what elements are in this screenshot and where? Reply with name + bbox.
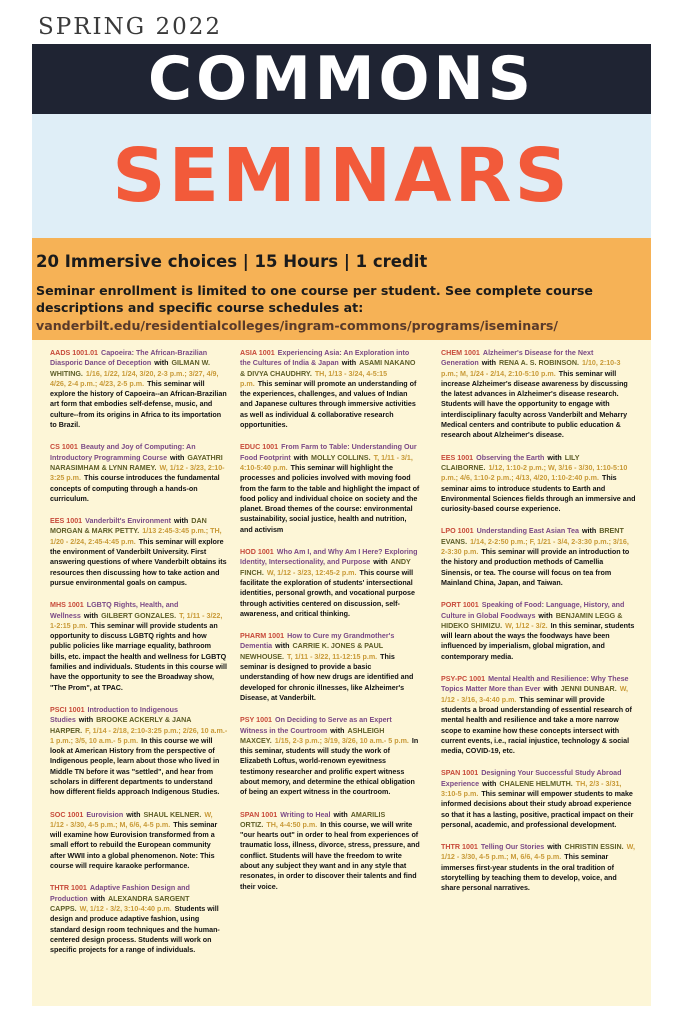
info-band xyxy=(32,238,651,340)
course-entry xyxy=(240,715,420,797)
course-with: with xyxy=(78,716,94,725)
course-instructor: ASHLEIGH MAXCEY. xyxy=(240,726,385,745)
course-code: AADS 1001.01 xyxy=(50,349,99,357)
course-entry xyxy=(50,600,228,693)
course-description: This seminar will provide students an opportunity to discuss LGBTQ rights and how public policies like marriage equality, bathroom bills, etc. impact the health and wellness for LGBTQ families and individuals. Students in this course will have the opportunity to see the Broadway show, "The Prom", at TPAC. xyxy=(50,621,227,692)
course-instructor: GILMAN W. WHITING. xyxy=(50,359,210,378)
course-with: with xyxy=(538,611,553,620)
course-instructor: CHRISTIN ESSIN. xyxy=(564,843,624,852)
course-with: with xyxy=(543,685,558,694)
course-entry xyxy=(240,547,420,619)
course-title: Alzheimer's Disease for the Next Generation xyxy=(441,349,594,368)
course-title: Writing to Heal xyxy=(280,810,331,819)
course-instructor: LILY CLAIBORNE. xyxy=(441,453,580,472)
course-description: This seminar will provide students a broad understanding of essential research of mental health and resilience and take a more narrow scope to examine how these concepts intersect with current events, i.e., racial injustice, technology & social media, COVID-19, etc. xyxy=(441,695,632,756)
course-instructor: SHAUL KELNER. xyxy=(143,810,202,819)
course-schedule: TH, 1/13 - 3/24, 4-5:15 p.m. xyxy=(240,369,388,388)
course-instructor: ANDY FINCH. xyxy=(240,558,411,577)
course-column-2 xyxy=(240,348,420,904)
course-code: LPO 1001 xyxy=(441,527,474,536)
course-schedule: T, 1/11 - 3/22, 11-12:15 p.m. xyxy=(287,652,378,661)
course-entry xyxy=(240,631,420,703)
tagline: 20 Immersive choices | 15 Hours | 1 credit xyxy=(36,252,428,271)
course-with: with xyxy=(341,359,357,368)
course-schedule: 1/10, 2:10-3 p.m.; M, 1/24 - 2/14, 2:10-5:10 p.m. xyxy=(441,359,621,378)
course-code: PHARM 1001 xyxy=(240,632,285,641)
course-instructor: GAYATHRI NARASIMHAM & LYNN RAMEY. xyxy=(50,453,223,472)
course-description: In this seminar, students will study the work of Elizabeth Loftus, world-renown eyewitness testimony researcher and prolific expert witness about memory, and determine the ethical obligation of being an expert witness in the courtroom. xyxy=(240,736,419,797)
course-code: SOC 1001 xyxy=(50,810,84,819)
course-entry xyxy=(50,516,228,588)
course-code: THTR 1001 xyxy=(441,843,478,852)
course-code: HOD 1001 xyxy=(240,548,274,557)
course-with: with xyxy=(481,359,496,368)
course-description: This seminar will explore the history of Capoeira--an African-Brazilian art form that embodies self-defense, music, and culture--from its origins in Africa to its importation to Brazil. xyxy=(50,379,227,430)
course-description: In this seminar, students will learn about the ways the foodways have been influenced by imperialism, global migration, and contemporary media. xyxy=(441,621,635,661)
course-title: LGBTQ Rights, Health, and Wellness xyxy=(50,601,179,620)
course-title: Mental Health and Resilience: Why These Topics Matter More than Ever xyxy=(441,675,629,694)
course-schedule: TH, 4-4:50 p.m. xyxy=(266,820,318,829)
course-schedule: TH, 2/3 - 3/31, 3:10-5 p.m. xyxy=(441,779,622,798)
course-schedule: W, 1/12 - 3/23, 2:10-3:25 p.m. xyxy=(50,463,225,483)
course-with: with xyxy=(330,726,345,735)
course-code: CHEM 1001 xyxy=(441,349,480,357)
course-code: SPAN 1001 xyxy=(441,769,479,778)
course-with: with xyxy=(547,843,562,852)
course-code: PSY-PC 1001 xyxy=(441,675,486,684)
course-code: EES 1001 xyxy=(441,453,474,462)
course-code: MHS 1001 xyxy=(50,601,84,610)
course-code: PSCI 1001 xyxy=(50,705,85,714)
course-schedule: 1/13 2:45-3:45 p.m.; TH, 1/20 - 2/24, 2:45-4:45 p.m. xyxy=(50,527,222,546)
course-description: In this course we will look at American History from the perspective of Indigenous people, learn about those who lived in Middle TN before it was "settled", and hear from scholars in different departments to understand how different fields approach Indigenous Studies. xyxy=(50,736,220,797)
course-title: Telling Our Stories xyxy=(480,843,545,852)
course-schedule: T, 1/11 - 3/1, 4:10-5:40 p.m. xyxy=(240,453,413,472)
course-with: with xyxy=(170,453,185,462)
course-entry xyxy=(441,600,636,662)
course-code: CS 1001 xyxy=(50,443,78,452)
enrollment-note: Seminar enrollment is limited to one course per student. See complete course descriptions and specific course schedules at: xyxy=(36,283,593,315)
course-schedule: F, 1/14 - 2/18, 2:10-3:25 p.m.; 2/26, 10 a.m.- 1 p.m.; 3/5, 10 a.m.- 5 p.m. xyxy=(50,726,228,745)
course-column-3 xyxy=(441,348,636,906)
course-with: with xyxy=(275,642,290,651)
seminars-band xyxy=(32,114,651,238)
course-schedule: W, 1/12 - 3/30, 4-5 p.m.; M, 6/6, 4-5 p.m. xyxy=(441,843,636,862)
course-code: THTR 1001 xyxy=(50,884,87,893)
course-entry xyxy=(240,810,420,892)
course-with: with xyxy=(293,453,309,462)
commons-title: COMMONS xyxy=(148,44,535,114)
course-description: This seminar will empower students to make informed decisions about their study abroad experience so that it has a lasting, positive, practical impact on their personal, academic, and professional development. xyxy=(441,789,634,829)
course-description: This seminar will promote an understanding of the experiences, challenges, and values of Indian and Japanese cultures through immersive activities as well as individual & collaborative research opportunities. xyxy=(240,379,417,430)
course-instructor: BENJAMIN LEGG & HIDEKO SHIMIZU. xyxy=(441,611,623,630)
course-title: Who Am I, and Why Am I Here? Exploring Identity, Intersectionality, and Purpose xyxy=(240,548,418,567)
course-title: Experiencing Asia: An Exploration into the Cultures of India & Japan xyxy=(240,349,410,368)
course-instructor: GILBERT GONZALES. xyxy=(101,611,177,620)
course-instructor: BROOKE ACKERLY & JANA HARPER. xyxy=(50,716,192,735)
course-with: with xyxy=(333,810,348,819)
course-description: This seminar is designed to provide a basic understanding of how new drugs are identified and developed for chronic illnesses, like Alzheimer's Disease, at Vanderbilt. xyxy=(240,652,414,702)
course-title: How to Cure my Grandmother's Dementia xyxy=(240,632,395,651)
seminars-title: SEMINARS xyxy=(112,133,571,219)
course-title: Introduction to Indigenous Studies xyxy=(50,705,178,725)
course-entry xyxy=(50,810,228,872)
course-with: with xyxy=(174,517,189,526)
course-with: with xyxy=(373,558,388,567)
course-title: Adaptive Fashion Design and Production xyxy=(50,884,190,903)
course-description: This seminar will examine how Eurovision transformed from a small effort to rebuild the European community after WWII into a global phenomenon. Note: This course will require karaoke performance. xyxy=(50,820,218,871)
course-schedule: 1/16, 1/22, 1/24, 3/20, 2-3 p.m.; 3/27, 4/9, 4/26, 2-4 p.m.; 4/23, 2-5 p.m. xyxy=(50,369,219,388)
course-instructor: ASAMI NAKANO & DIVYA CHAUDHRY. xyxy=(240,359,416,378)
course-code: EES 1001 xyxy=(50,517,83,526)
course-schedule: T, 1/11 - 3/22, 1-2:15 p.m. xyxy=(50,611,223,630)
course-schedule: W, 1/12 - 3/2, 3:10-4:40 p.m. xyxy=(79,904,172,913)
title-band xyxy=(32,44,651,114)
course-description: This course will facilitate the exploration of students' intersectional identities, personal growth, and vocational purpose through activities centered on discussion, self-awareness, and critical thinking. xyxy=(240,568,415,618)
season-heading: SPRING 2022 xyxy=(38,14,222,40)
course-description: This seminar will provide an introduction to the history and production methods of Camellia Sinensis, or tea. The course will focus on tea from Mainland China, Japan, and Taiwan. xyxy=(441,548,630,587)
course-instructor: RENA A. S. ROBINSON. xyxy=(498,359,579,368)
course-code: SPAN 1001 xyxy=(240,810,278,819)
course-instructor: DAN MORGAN & MARK PETTY. xyxy=(50,517,207,536)
course-schedule: 1/15, 2-3 p.m.; 3/19, 3/26, 10 a.m.- 5 p.m. xyxy=(274,736,409,745)
course-description: This course introduces the fundamental concepts of computing through a hands-on curriculum. xyxy=(50,474,220,503)
course-entry xyxy=(441,842,636,893)
course-schedule: W, 1/12 - 3/23, 12:45-2 p.m. xyxy=(266,568,357,577)
course-code: ASIA 1001 xyxy=(240,349,275,357)
course-description: This seminar aims to introduce students to Earth and Environmental Sciences fields through an immersive and curiosity-based course experience. xyxy=(441,474,636,514)
course-description: This seminar will highlight the processes and policies involved with moving food from the farm to the table and highlight the impact of food policy and individual choice on society and the planet. Broad themes of the course: environmental sustainability, social justice, health and nutrition, and activism xyxy=(240,463,420,534)
course-column-1 xyxy=(50,348,228,967)
course-title: From Farm to Table: Understanding Our Food Footprint xyxy=(240,443,417,462)
course-with: with xyxy=(581,527,597,536)
course-title: Speaking of Food: Language, History, and Culture in Global Foodways xyxy=(441,601,625,620)
course-instructor: CARRIE K. JONES & PAUL NEWHOUSE. xyxy=(240,642,384,661)
course-title: Understanding East Asian Tea xyxy=(476,527,579,536)
course-description: This seminar immerses first-year students in the oral tradition of storytelling by teaching them to develop, voice, and share personal narratives. xyxy=(441,853,617,893)
course-instructor: CHALENE HELMUTH. xyxy=(499,779,573,788)
course-title: On Deciding to Serve as an Expert Witness in the Courtroom xyxy=(240,716,392,735)
course-entry xyxy=(50,348,228,430)
course-with: with xyxy=(154,359,169,368)
course-description: Students will design and produce adaptive fashion, using standard design room techniques and the human-centered design process. Students will work on specific projects for a range of individuals. xyxy=(50,904,220,955)
course-url-link[interactable]: vanderbilt.edu/residentialcolleges/ingram-commons/programs/iseminars/ xyxy=(36,318,559,333)
course-entry xyxy=(441,348,636,441)
course-instructor: ALEXANDRA SARGENT CAPPS. xyxy=(50,894,190,913)
course-entry xyxy=(441,453,636,515)
course-panel xyxy=(32,340,651,1006)
course-title: Beauty and Joy of Computing: An Introductory Programming Course xyxy=(50,443,196,462)
course-instructor: MOLLY COLLINS. xyxy=(311,453,371,462)
course-schedule: 1/12, 1:10-2 p.m.; W, 3/16 - 3/30, 1:10-5:10 p.m.; 4/6, 1:10-2 p.m.; 4/13, 4/20, 1:10-2:40 p.m. xyxy=(441,463,628,483)
course-entry xyxy=(441,674,636,756)
course-entry xyxy=(441,526,636,588)
course-code: PORT 1001 xyxy=(441,601,479,610)
course-schedule: W, 1/12 - 3/16, 3-4:40 p.m. xyxy=(441,685,629,704)
course-with: with xyxy=(83,611,99,620)
course-entry xyxy=(50,442,228,504)
course-title: Vanderbilt's Environment xyxy=(85,517,171,526)
course-with: with xyxy=(547,453,562,462)
course-entry xyxy=(240,442,420,535)
course-instructor: BRENT EVANS. xyxy=(441,527,624,546)
course-code: PSY 1001 xyxy=(240,716,273,725)
course-entry xyxy=(50,883,228,955)
course-schedule: 1/14, 2-2:50 p.m.; F, 1/21 - 3/4, 2-3:30 p.m.; 3/16, 2-3:30 p.m. xyxy=(441,537,629,557)
course-instructor: JENNI DUNBAR. xyxy=(560,685,617,694)
course-entry xyxy=(441,768,636,830)
course-title: Observing the Earth xyxy=(476,453,545,462)
course-entry xyxy=(240,348,420,430)
course-with: with xyxy=(126,810,141,819)
course-description: This seminar will explore the environment of Vanderbilt University. First answering questions of where Vanderbilt obtains its resources then discussing how to take action and pursue environmental goals on campus. xyxy=(50,537,227,587)
course-instructor: AMARILIS ORTIZ. xyxy=(240,810,386,829)
course-description: In this course, we will write "our hearts out" in order to heal from experiences of traumatic loss, illness, divorce, stress, pressure, and conflict. Students will have the freedom to write about any subject they want and in any style that resonates, in order to discover their talents and find their voice. xyxy=(240,820,420,891)
course-title: Eurovision xyxy=(86,810,124,819)
course-entry xyxy=(50,705,228,798)
course-title: Designing Your Successful Study Abroad Experience xyxy=(441,769,622,788)
course-title: Capoeira: The African-Brazilian Diasporic Dance of Deception xyxy=(50,349,208,368)
course-with: with xyxy=(90,894,105,903)
course-description: This seminar will increase Alzheimer's disease awareness by discussing the latest advances in Alzheimer's disease research. Students will have the opportunity to engage with interdisciplinary faculty across Vanderbilt and Meharry Medical centers and contribute to public education & research about Alzheimer's disease. xyxy=(441,369,628,440)
course-code: EDUC 1001 xyxy=(240,443,279,452)
course-schedule: W, 1/12 - 3/2. xyxy=(505,621,548,630)
course-schedule: W, 1/12 - 3/30, 4-5 p.m.; M, 6/6, 4-5 p.m. xyxy=(50,810,213,829)
course-with: with xyxy=(482,779,497,788)
